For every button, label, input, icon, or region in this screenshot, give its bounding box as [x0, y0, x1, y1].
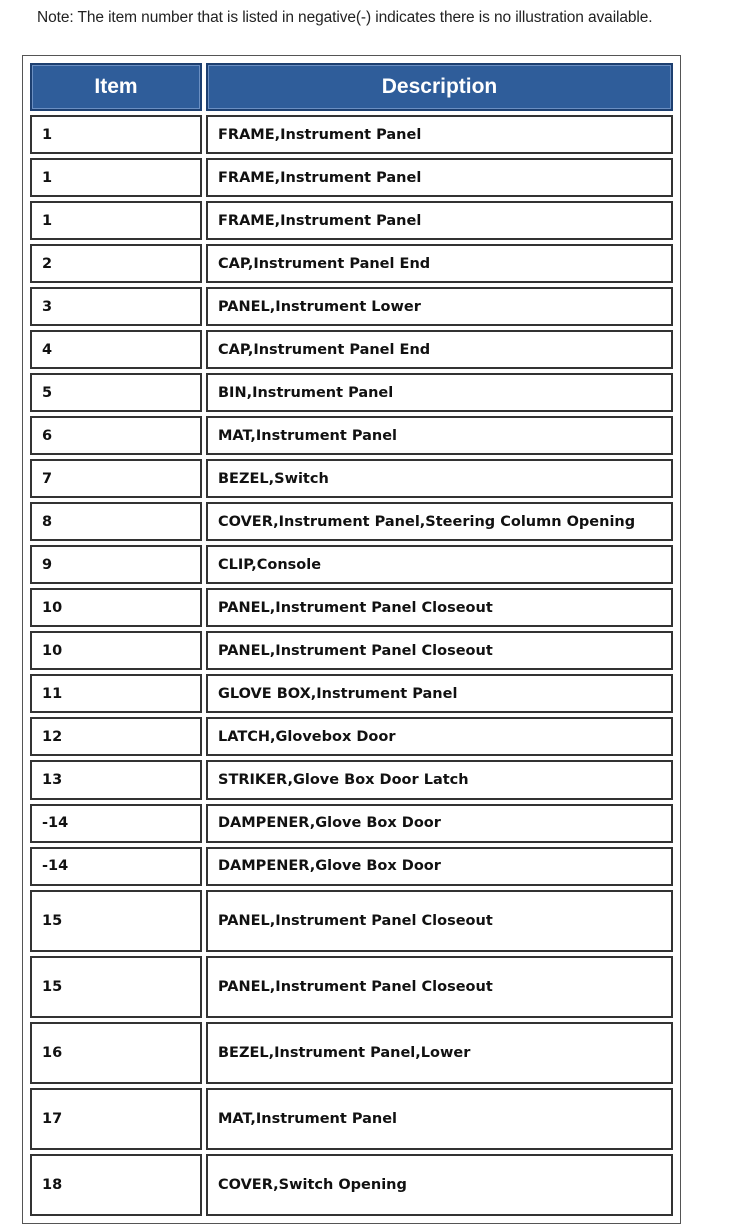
table-row [30, 717, 673, 756]
description-cell: COVER,Instrument Panel,Steering Column Opening [206, 502, 673, 541]
item-number-cell: 8 [30, 502, 202, 541]
parts-table-frame [22, 55, 681, 1224]
description-cell: PANEL,Instrument Panel Closeout [206, 631, 673, 670]
item-number-cell: 15 [30, 890, 202, 952]
description-column-header: Description [206, 63, 673, 111]
item-number-cell: 2 [30, 244, 202, 283]
description-cell: MAT,Instrument Panel [206, 416, 673, 455]
item-number-cell: 13 [30, 760, 202, 799]
item-column-header: Item [30, 63, 202, 111]
parts-table-body [30, 115, 673, 1216]
description-cell: BIN,Instrument Panel [206, 373, 673, 412]
description-cell: DAMPENER,Glove Box Door [206, 847, 673, 886]
table-row [30, 373, 673, 412]
table-row [30, 847, 673, 886]
item-number-cell: 16 [30, 1022, 202, 1084]
table-row [30, 1088, 673, 1150]
table-row [30, 416, 673, 455]
description-cell: GLOVE BOX,Instrument Panel [206, 674, 673, 713]
description-cell: FRAME,Instrument Panel [206, 201, 673, 240]
table-row [30, 760, 673, 799]
description-cell: MAT,Instrument Panel [206, 1088, 673, 1150]
table-row [30, 674, 673, 713]
parts-table [26, 59, 677, 1220]
table-row [30, 1154, 673, 1216]
description-cell: COVER,Switch Opening [206, 1154, 673, 1216]
description-cell: DAMPENER,Glove Box Door [206, 804, 673, 843]
description-cell: PANEL,Instrument Lower [206, 287, 673, 326]
description-cell: PANEL,Instrument Panel Closeout [206, 588, 673, 627]
item-number-cell: 12 [30, 717, 202, 756]
description-cell: PANEL,Instrument Panel Closeout [206, 956, 673, 1018]
item-number-cell: 9 [30, 545, 202, 584]
item-number-cell: 18 [30, 1154, 202, 1216]
item-number-cell: 7 [30, 459, 202, 498]
description-cell: STRIKER,Glove Box Door Latch [206, 760, 673, 799]
item-number-cell: 11 [30, 674, 202, 713]
table-row [30, 158, 673, 197]
table-row [30, 956, 673, 1018]
item-number-cell: 1 [30, 115, 202, 154]
description-cell: BEZEL,Instrument Panel,Lower [206, 1022, 673, 1084]
item-number-cell: -14 [30, 804, 202, 843]
item-number-cell: 3 [30, 287, 202, 326]
table-row [30, 545, 673, 584]
description-cell: CAP,Instrument Panel End [206, 330, 673, 369]
table-row [30, 459, 673, 498]
item-number-cell: 17 [30, 1088, 202, 1150]
description-cell: FRAME,Instrument Panel [206, 115, 673, 154]
table-row [30, 890, 673, 952]
item-number-cell: 1 [30, 201, 202, 240]
description-cell: CLIP,Console [206, 545, 673, 584]
table-row [30, 287, 673, 326]
table-row [30, 244, 673, 283]
table-row [30, 588, 673, 627]
item-number-cell: 5 [30, 373, 202, 412]
item-number-cell: 15 [30, 956, 202, 1018]
table-row [30, 1022, 673, 1084]
table-row [30, 631, 673, 670]
table-row [30, 804, 673, 843]
item-number-cell: -14 [30, 847, 202, 886]
description-cell: CAP,Instrument Panel End [206, 244, 673, 283]
table-row [30, 330, 673, 369]
description-cell: FRAME,Instrument Panel [206, 158, 673, 197]
item-number-cell: 10 [30, 588, 202, 627]
table-row [30, 201, 673, 240]
description-cell: PANEL,Instrument Panel Closeout [206, 890, 673, 952]
description-cell: LATCH,Glovebox Door [206, 717, 673, 756]
item-number-cell: 1 [30, 158, 202, 197]
table-row [30, 502, 673, 541]
table-row [30, 115, 673, 154]
description-cell: BEZEL,Switch [206, 459, 673, 498]
item-number-cell: 6 [30, 416, 202, 455]
item-number-cell: 10 [30, 631, 202, 670]
item-number-cell: 4 [30, 330, 202, 369]
table-header-row [30, 63, 673, 111]
illustration-note: Note: The item number that is listed in negative(-) indicates there is no illustration available. [37, 9, 653, 26]
